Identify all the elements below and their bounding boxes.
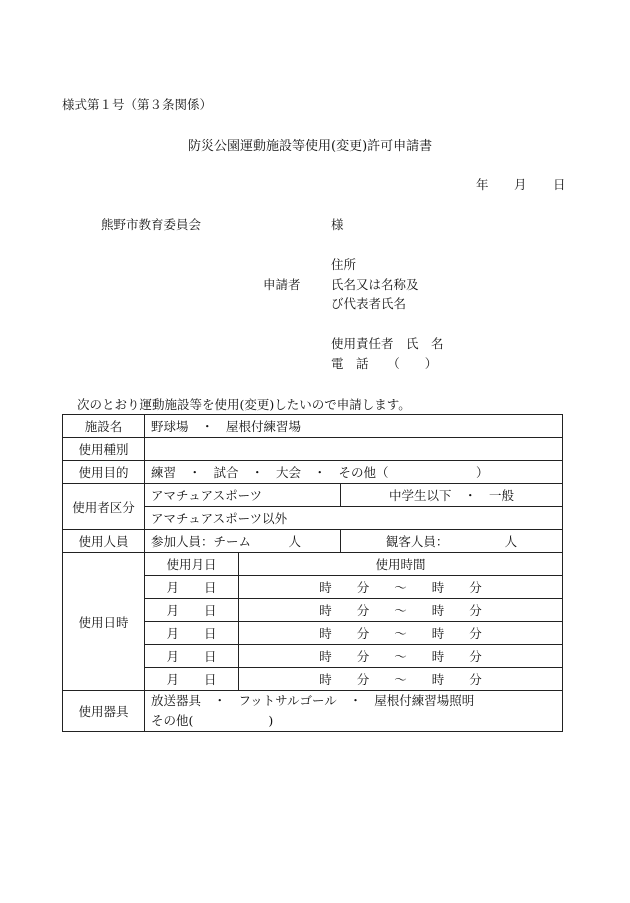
- time-cell: 時 分 〜 時 分: [239, 622, 563, 645]
- time-cell: 時 分 〜 時 分: [239, 668, 563, 691]
- people-label: 使用人員: [63, 530, 145, 553]
- spectators: 観客人員： 人: [341, 530, 563, 553]
- datetime-label: 使用日時: [63, 553, 145, 691]
- time-cell: 時 分 〜 時 分: [239, 645, 563, 668]
- user-amateur: アマチュアスポーツ: [145, 484, 341, 507]
- form-number: 様式第１号（第３条関係）: [62, 97, 213, 112]
- intro-text: 次のとおり運動施設等を使用(変更)したいので申請します。: [77, 397, 411, 412]
- date-day: 日: [553, 177, 566, 192]
- date-cell: 月 日: [145, 622, 239, 645]
- time-header: 使用時間: [239, 553, 563, 576]
- form-title: 防災公園運動施設等使用(変更)許可申請書: [188, 139, 433, 154]
- applicant-address: 住所: [331, 257, 357, 272]
- date-month: 月: [514, 177, 527, 192]
- row-facility: [63, 415, 563, 438]
- date-header: 使用月日: [145, 553, 239, 576]
- date-cell: 月 日: [145, 668, 239, 691]
- user-non-amateur: アマチュアスポーツ以外: [145, 507, 563, 530]
- equipment-line1: 放送器具 ・ フットサルゴール ・ 屋根付練習場照明: [151, 693, 475, 708]
- application-table: [62, 414, 563, 732]
- phone: 電 話 （ ）: [331, 356, 438, 371]
- type-value: [145, 438, 563, 461]
- equipment-value: [145, 691, 563, 732]
- recipient: 熊野市教育委員会: [101, 217, 202, 232]
- equipment-label: 使用器具: [63, 691, 145, 732]
- date-year: 年: [476, 177, 489, 192]
- facility-label: 施設名: [63, 415, 145, 438]
- row-equipment: [63, 691, 563, 732]
- row-user-1: [63, 484, 563, 507]
- applicant-name-line2: び代表者氏名: [331, 296, 407, 311]
- date-cell: 月 日: [145, 576, 239, 599]
- participants: 参加人員：チーム 人: [145, 530, 341, 553]
- equipment-line2: その他( ): [151, 713, 274, 728]
- honorific: 様: [331, 217, 344, 232]
- time-cell: 時 分 〜 時 分: [239, 576, 563, 599]
- facility-value: 野球場 ・ 屋根付練習場: [145, 415, 563, 438]
- time-cell: 時 分 〜 時 分: [239, 599, 563, 622]
- applicant-label: 申請者: [263, 277, 301, 292]
- row-type: [63, 438, 563, 461]
- applicant-name-line1: 氏名又は名称及: [331, 277, 419, 292]
- purpose-label: 使用目的: [63, 461, 145, 484]
- row-people: [63, 530, 563, 553]
- row-purpose: [63, 461, 563, 484]
- purpose-value: 練習 ・ 試合 ・ 大会 ・ その他（ ）: [145, 461, 563, 484]
- responsible-person: 使用責任者 氏 名: [331, 336, 444, 351]
- type-label: 使用種別: [63, 438, 145, 461]
- user-age: 中学生以下 ・ 一般: [341, 484, 563, 507]
- row-datetime-header: [63, 553, 563, 576]
- user-label: 使用者区分: [63, 484, 145, 530]
- date-cell: 月 日: [145, 599, 239, 622]
- date-cell: 月 日: [145, 645, 239, 668]
